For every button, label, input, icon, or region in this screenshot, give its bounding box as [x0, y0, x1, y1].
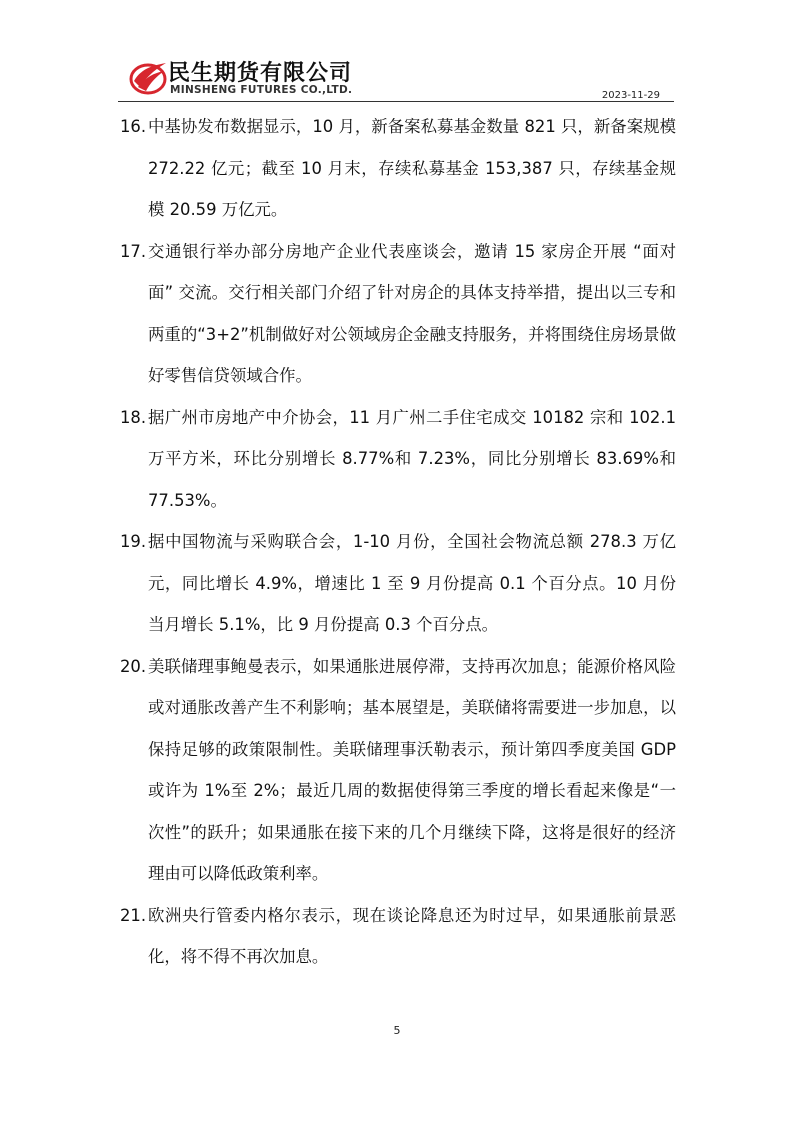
- news-item: [120, 646, 676, 895]
- item-text: 中基协发布数据显示，10 月，新备案私募基金数量 821 只，新备案规模 272.22 亿元；截至 10 月末，存续私募基金 153,387 只，存续基金规模 20.59 万亿元。: [148, 117, 676, 219]
- minsheng-wing-logo-icon: [128, 57, 168, 97]
- page-header: [118, 54, 674, 102]
- report-date: 2023-11-29: [601, 90, 660, 101]
- news-item: [120, 106, 676, 231]
- item-text: 据广州市房地产中介协会，11 月广州二手住宅成交 10182 宗和 102.1 万平方米，环比分别增长 8.77%和 7.23%，同比分别增长 83.69%和 77.53%。: [148, 407, 676, 510]
- news-item: [120, 895, 676, 978]
- news-list: [120, 106, 676, 978]
- item-number: 20.: [120, 656, 147, 676]
- item-number: 17.: [120, 241, 147, 261]
- company-name-en: MINSHENG FUTURES CO.,LTD.: [170, 84, 353, 96]
- item-number: 18.: [120, 407, 147, 427]
- news-item: [120, 397, 676, 522]
- news-item: [120, 521, 676, 646]
- item-number: 21.: [120, 905, 147, 925]
- item-text: 据中国物流与采购联合会，1-10 月份，全国社会物流总额 278.3 万亿元，同比增长 4.9%，增速比 1 至 9 月份提高 0.1 个百分点。10 月份当月增长 5.1%，比 9 月份提高 0.3 个百分点。: [148, 532, 676, 634]
- page-number: 5: [393, 1024, 401, 1037]
- header-divider: [118, 101, 674, 102]
- item-number: 19.: [120, 532, 147, 551]
- company-name-cn: 民生期货有限公司: [168, 61, 353, 86]
- item-number: 16.: [120, 117, 147, 136]
- item-text: 欧洲央行管委内格尔表示，现在谈论降息还为时过早，如果通胀前景恶化，将不得不再次加息。: [148, 905, 676, 966]
- item-text: 美联储理事鲍曼表示，如果通胀进展停滞，支持再次加息；能源价格风险或对通胀改善产生不利影响；基本展望是，美联储将需要进一步加息，以保持足够的政策限制性。美联储理事沃勒表示，预计第四季度美国 GDP 或许为 1%至 2%；最近几周的数据使得第三季度的增长看起来像是“一次性”的跃升；如果通胀在接下来的几个月继续下降，这将是很好的经济理由可以降低政策利率。: [148, 656, 676, 883]
- item-text: 交通银行举办部分房地产企业代表座谈会，邀请 15 家房企开展 “面对面” 交流。交行相关部门介绍了针对房企的具体支持举措，提出以三专和两重的“3+2”机制做好对公领域房企金融支持服务，并将围绕住房场景做好零售信贷领域合作。: [148, 241, 676, 385]
- news-item: [120, 231, 676, 397]
